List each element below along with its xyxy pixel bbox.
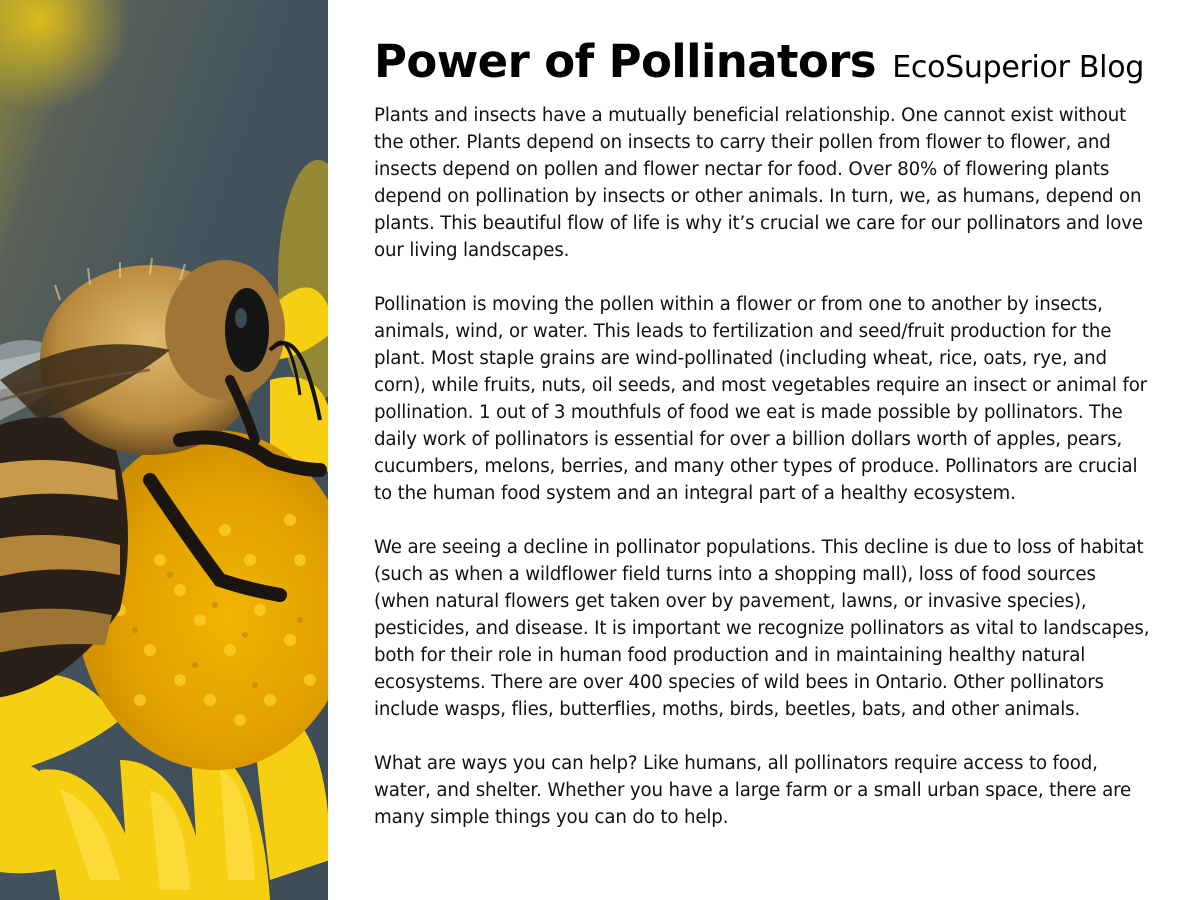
article-header bbox=[374, 34, 1144, 96]
bee-on-flower-photo bbox=[0, 0, 328, 900]
paragraph-help: What are ways you can help? Like humans, all pollinators require access to food, water, and shelter. Whether you have a large farm or a small urban space, there are many simple things you can do to help. bbox=[374, 753, 1132, 828]
blog-name: EcoSuperior Blog bbox=[892, 50, 1144, 85]
paragraph-pollination: Pollination is moving the pollen within a flower or from one to another by insects, animals, wind, or water. This leads to fertilization and seed/fruit production for the plant. Most staple grains are wind-pollinated (including wheat, rice, oats, rye, and corn), while fruits, nuts, oil seeds, and most vegetables require an insect or animal for pollination. 1 out of 3 mouthfuls of food we eat is made possible by pollinators. The daily work of pollinators is essential for over a billion dollars worth of apples, pears, cucumbers, melons, berries, and many other types of produce. Pollinators are crucial to the human food system and an integral part of a healthy ecosystem. bbox=[374, 294, 1148, 504]
page-title: Power of Pollinators bbox=[374, 35, 876, 88]
paragraph-decline: We are seeing a decline in pollinator populations. This decline is due to loss of habitat (such as when a wildflower field turns into a shopping mall), loss of food sources (when natural flowers get taken over by pavement, lawns, or invasive species), pesticides, and disease. It is important we recognize pollinators as vital to landscapes, both for their role in human food production and in maintaining healthy natural ecosystems. There are over 400 species of wild bees in Ontario. Other pollinators include wasps, flies, butterflies, moths, birds, beetles, bats, and other animals. bbox=[374, 537, 1150, 720]
paragraph-intro: Plants and insects have a mutually beneficial relationship. One cannot exist without the other. Plants depend on insects to carry their pollen from flower to flower, and insects depend on pollen and flower nectar for food. Over 80% of flowering plants depend on pollination by insects or other animals. In turn, we, as humans, depend on plants. This beautiful flow of life is why it’s crucial we care for our pollinators and love our living landscapes. bbox=[374, 105, 1143, 261]
article-content bbox=[374, 34, 1164, 858]
